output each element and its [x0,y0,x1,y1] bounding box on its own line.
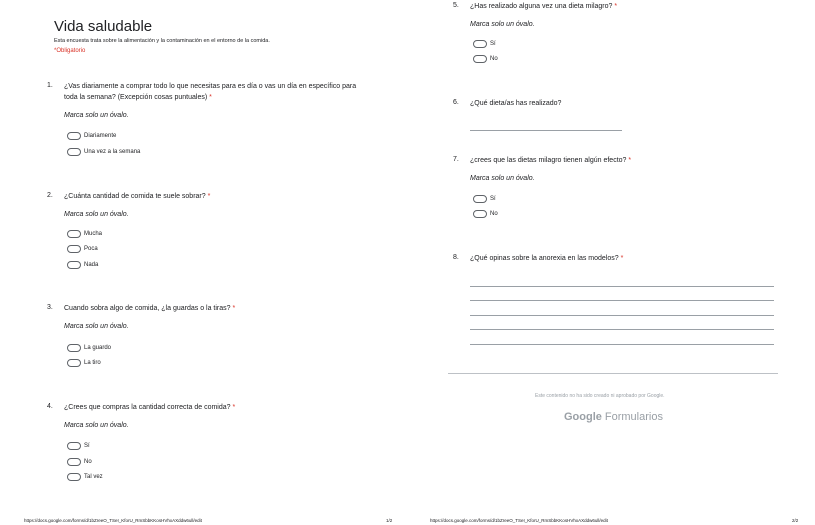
option-radio[interactable] [67,473,103,481]
radio-oval[interactable] [67,132,81,140]
option-label: Sí [84,443,90,449]
disclaimer: Este contenido no ha sido creado ni aprobado por Google. [535,393,665,399]
instruction-text: Marca solo un óvalo. [64,112,129,119]
option-radio[interactable] [67,148,140,156]
radio-oval[interactable] [67,359,81,367]
option-radio[interactable] [473,195,496,203]
question-text: ¿Qué dieta/as has realizado? [470,100,562,107]
google-forms-logo [564,411,663,423]
question-text: ¿crees que las dietas milagro tienen algún efecto? * [470,157,632,164]
option-label: Sí [490,41,496,47]
option-label: Poca [84,246,98,252]
question-text: ¿Cuánta cantidad de comida te suele sobrar? * [64,193,211,200]
option-radio[interactable] [67,261,98,269]
option-radio[interactable] [67,359,101,367]
paragraph-answer-line[interactable] [470,315,774,316]
option-label: No [490,211,498,217]
divider [448,373,778,374]
question-number: 7. [453,156,459,163]
radio-oval[interactable] [67,473,81,481]
question-number: 1. [47,82,53,89]
question-text: ¿Crees que compras la cantidad correcta de comida? * [64,404,236,411]
form-title: Vida saludable [54,18,153,35]
question-number: 5. [453,2,459,9]
footer-page-number: 1/2 [386,518,393,523]
radio-oval[interactable] [67,458,81,466]
question-number: 4. [47,403,53,410]
instruction-text: Marca solo un óvalo. [64,211,129,218]
instruction-text: Marca solo un óvalo. [470,175,535,182]
question-text: ¿Vas diariamente a comprar todo lo que necesitas para es día o vas un día en específico para toda la semana? (Excepción cosas puntuales) * [64,83,357,101]
footer-url: https://docs.google.com/forms/d/1bZreeO_TSeI_KforU_RmSbbKKosHVhxAXddw6ull/edit [430,518,608,523]
option-label: La tiro [84,360,101,366]
instruction-text: Marca solo un óvalo. [64,422,129,429]
radio-oval[interactable] [473,40,487,48]
option-radio[interactable] [473,55,498,63]
option-radio[interactable] [473,210,498,218]
option-radio[interactable] [67,245,98,253]
radio-oval[interactable] [67,442,81,450]
question-number: 8. [453,254,459,261]
option-label: Sí [490,196,496,202]
radio-oval[interactable] [67,344,81,352]
radio-oval[interactable] [67,245,81,253]
paragraph-answer-line[interactable] [470,329,774,330]
option-label: No [490,56,498,62]
radio-oval[interactable] [67,148,81,156]
radio-oval[interactable] [473,195,487,203]
option-label: Tal vez [84,474,103,480]
paragraph-answer-line[interactable] [470,300,774,301]
radio-oval[interactable] [67,261,81,269]
option-label: Diariamente [84,133,117,139]
footer-page-number: 2/2 [792,518,799,523]
option-radio[interactable] [67,458,92,466]
question-number: 3. [47,304,53,311]
option-radio[interactable] [67,442,90,450]
question-number: 2. [47,192,53,199]
option-radio[interactable] [67,230,102,238]
question-text: Cuando sobra algo de comida, ¿la guardas o la tiras? * [64,305,236,312]
paragraph-answer-line[interactable] [470,344,774,345]
footer-url: https://docs.google.com/forms/d/1bZreeO_TSeI_KforU_RmSbbKKosHVhxAXddw6ull/edit [24,518,202,523]
option-label: Una vez a la semana [84,149,141,155]
paragraph-answer-line[interactable] [470,286,774,287]
option-radio[interactable] [67,344,111,352]
question-text: ¿Qué opinas sobre la anorexia en las modelos? * [470,255,624,262]
option-label: Mucha [84,231,103,237]
page-2 [410,0,815,525]
instruction-text: Marca solo un óvalo. [64,323,129,330]
instruction-text: Marca solo un óvalo. [470,21,535,28]
option-label: No [84,459,92,465]
radio-oval[interactable] [67,230,81,238]
brand-google: Google [564,411,602,423]
question-number: 6. [453,99,459,106]
option-radio[interactable] [473,40,496,48]
radio-oval[interactable] [473,55,487,63]
brand-product: Formularios [604,411,663,423]
required-note: *Obligatorio [54,48,86,54]
radio-oval[interactable] [473,210,487,218]
option-label: La guardo [84,345,112,351]
option-radio[interactable] [67,132,116,140]
option-label: Nada [84,262,99,268]
form-description: Esta encuesta trata sobre la alimentación y la contaminación en el entorno de la comida. [54,38,270,44]
question-text: ¿Has realizado alguna vez una dieta milagro? * [470,3,618,10]
short-answer-field[interactable] [470,130,622,131]
